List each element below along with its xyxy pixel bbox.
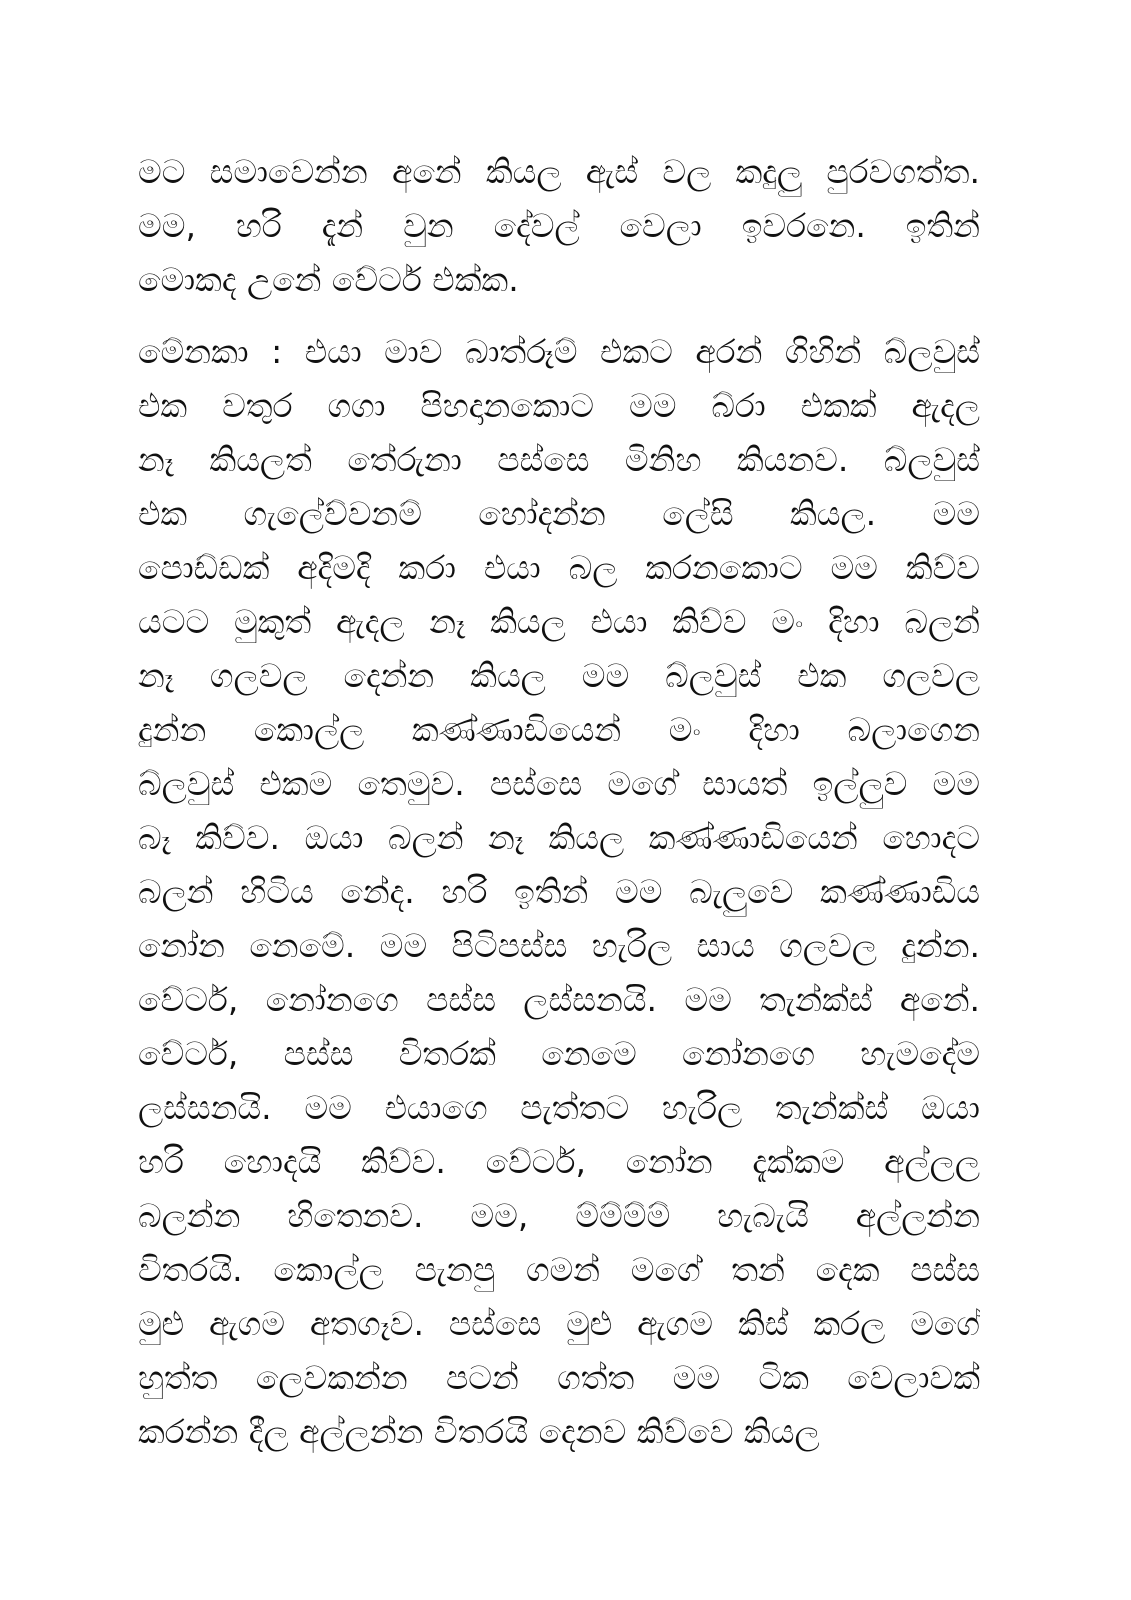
text-line: වේටර්, පස්ස විතරක් නෙමෙ නෝනගෙ හැමදේම	[138, 1034, 980, 1073]
text-line: නෑ කියලත් තේරුනා පස්සෙ මිනිහ කියනව. බ්ලවුස්	[138, 440, 980, 479]
text-line: ලස්සනයි. මම එයාගෙ පැත්තට හැරිල තැන්ක්ස් ඔයා	[138, 1088, 980, 1127]
text-line: මේනකා : එයා මාව බාත්රූම් එකට අරන් ගිහින් බ්ලවුස්	[138, 332, 980, 371]
text-line: කරන්න දීල අල්ලන්න විතරයි දෙනව කිව්වෙ කියල	[138, 1412, 820, 1451]
text-line: එක වතුර ගගා පිහදානකොට මම බ්රා එකක් ඇදල	[138, 386, 980, 425]
text-line: බලන්න හිතෙනව. මම, ම්ම්ම්ම් හැබැයි අල්ලන්න	[138, 1196, 980, 1235]
text-line: මට සමාවෙන්න අනේ කියල ඇස් වල කදුලු පුරවගත්ත.	[138, 152, 980, 191]
text-line: නෑ ගලවල දෙන්න කියල මම බ්ලවුස් එක ගලවල	[138, 656, 980, 695]
text-line: මුළු ඇගම අතගෑව. පස්සෙ මුළු ඇගම කිස් කරල මගේ	[138, 1304, 980, 1343]
text-line: එක ගැලේව්වනම් හෝදන්න ලේසි කියල. මම	[138, 494, 980, 533]
text-line: දුන්න කොල්ල කණ්ණාඩියෙන් මං දිහා බලාගෙන	[138, 710, 980, 749]
text-line: බෑ කිව්ව. ඔයා බලන් නෑ කියල කණ්ණාඩියෙන් හොදට	[138, 818, 980, 857]
text-line: පොඩ්ඩක් අදිමදි කරා එයා බල කරනකොට මම කිව්ව	[138, 548, 980, 587]
text-line: හුත්ත ලෙවකන්න පටන් ගත්ත මම ටික වෙලාවක්	[138, 1358, 980, 1397]
text-line: වේටර්, නෝනගෙ පස්ස ලස්සනයි. මම තැන්ක්ස් අනේ.	[138, 980, 980, 1019]
text-line: බලන් හිටිය නේද. හරි ඉතින් මම බැලුවෙ කණ්ණාඩිය	[138, 872, 980, 911]
text-line: මොකද උනේ වේටර් එක්ක.	[138, 260, 519, 299]
text-line: යටට මුකුත් ඇදල නෑ කියල එයා කිව්ව මං දිහා බලන්	[138, 602, 980, 641]
text-line: බ්ලවුස් එකම තෙමුව. පස්සෙ මගේ සායත් ඉල්ලුව මම	[138, 764, 980, 803]
text-line: විතරයි. කොල්ල පැනපු ගමන් මගේ තන් දෙක පස්ස	[138, 1250, 980, 1289]
paragraph-2	[138, 325, 980, 1459]
paragraph-1	[138, 145, 980, 307]
text-line: නෝන නෙමේ. මම පිටිපස්ස හැරිල සාය ගලවල දුන්න.	[138, 926, 980, 965]
text-line: මම, හරි දැන් වුන දේවල් වෙලා ඉවරනෙ. ඉතින්	[138, 206, 980, 245]
text-line: හරි හොදයි කිව්ව. වේටර්, නෝන දැක්කම අල්ලල	[138, 1142, 980, 1181]
